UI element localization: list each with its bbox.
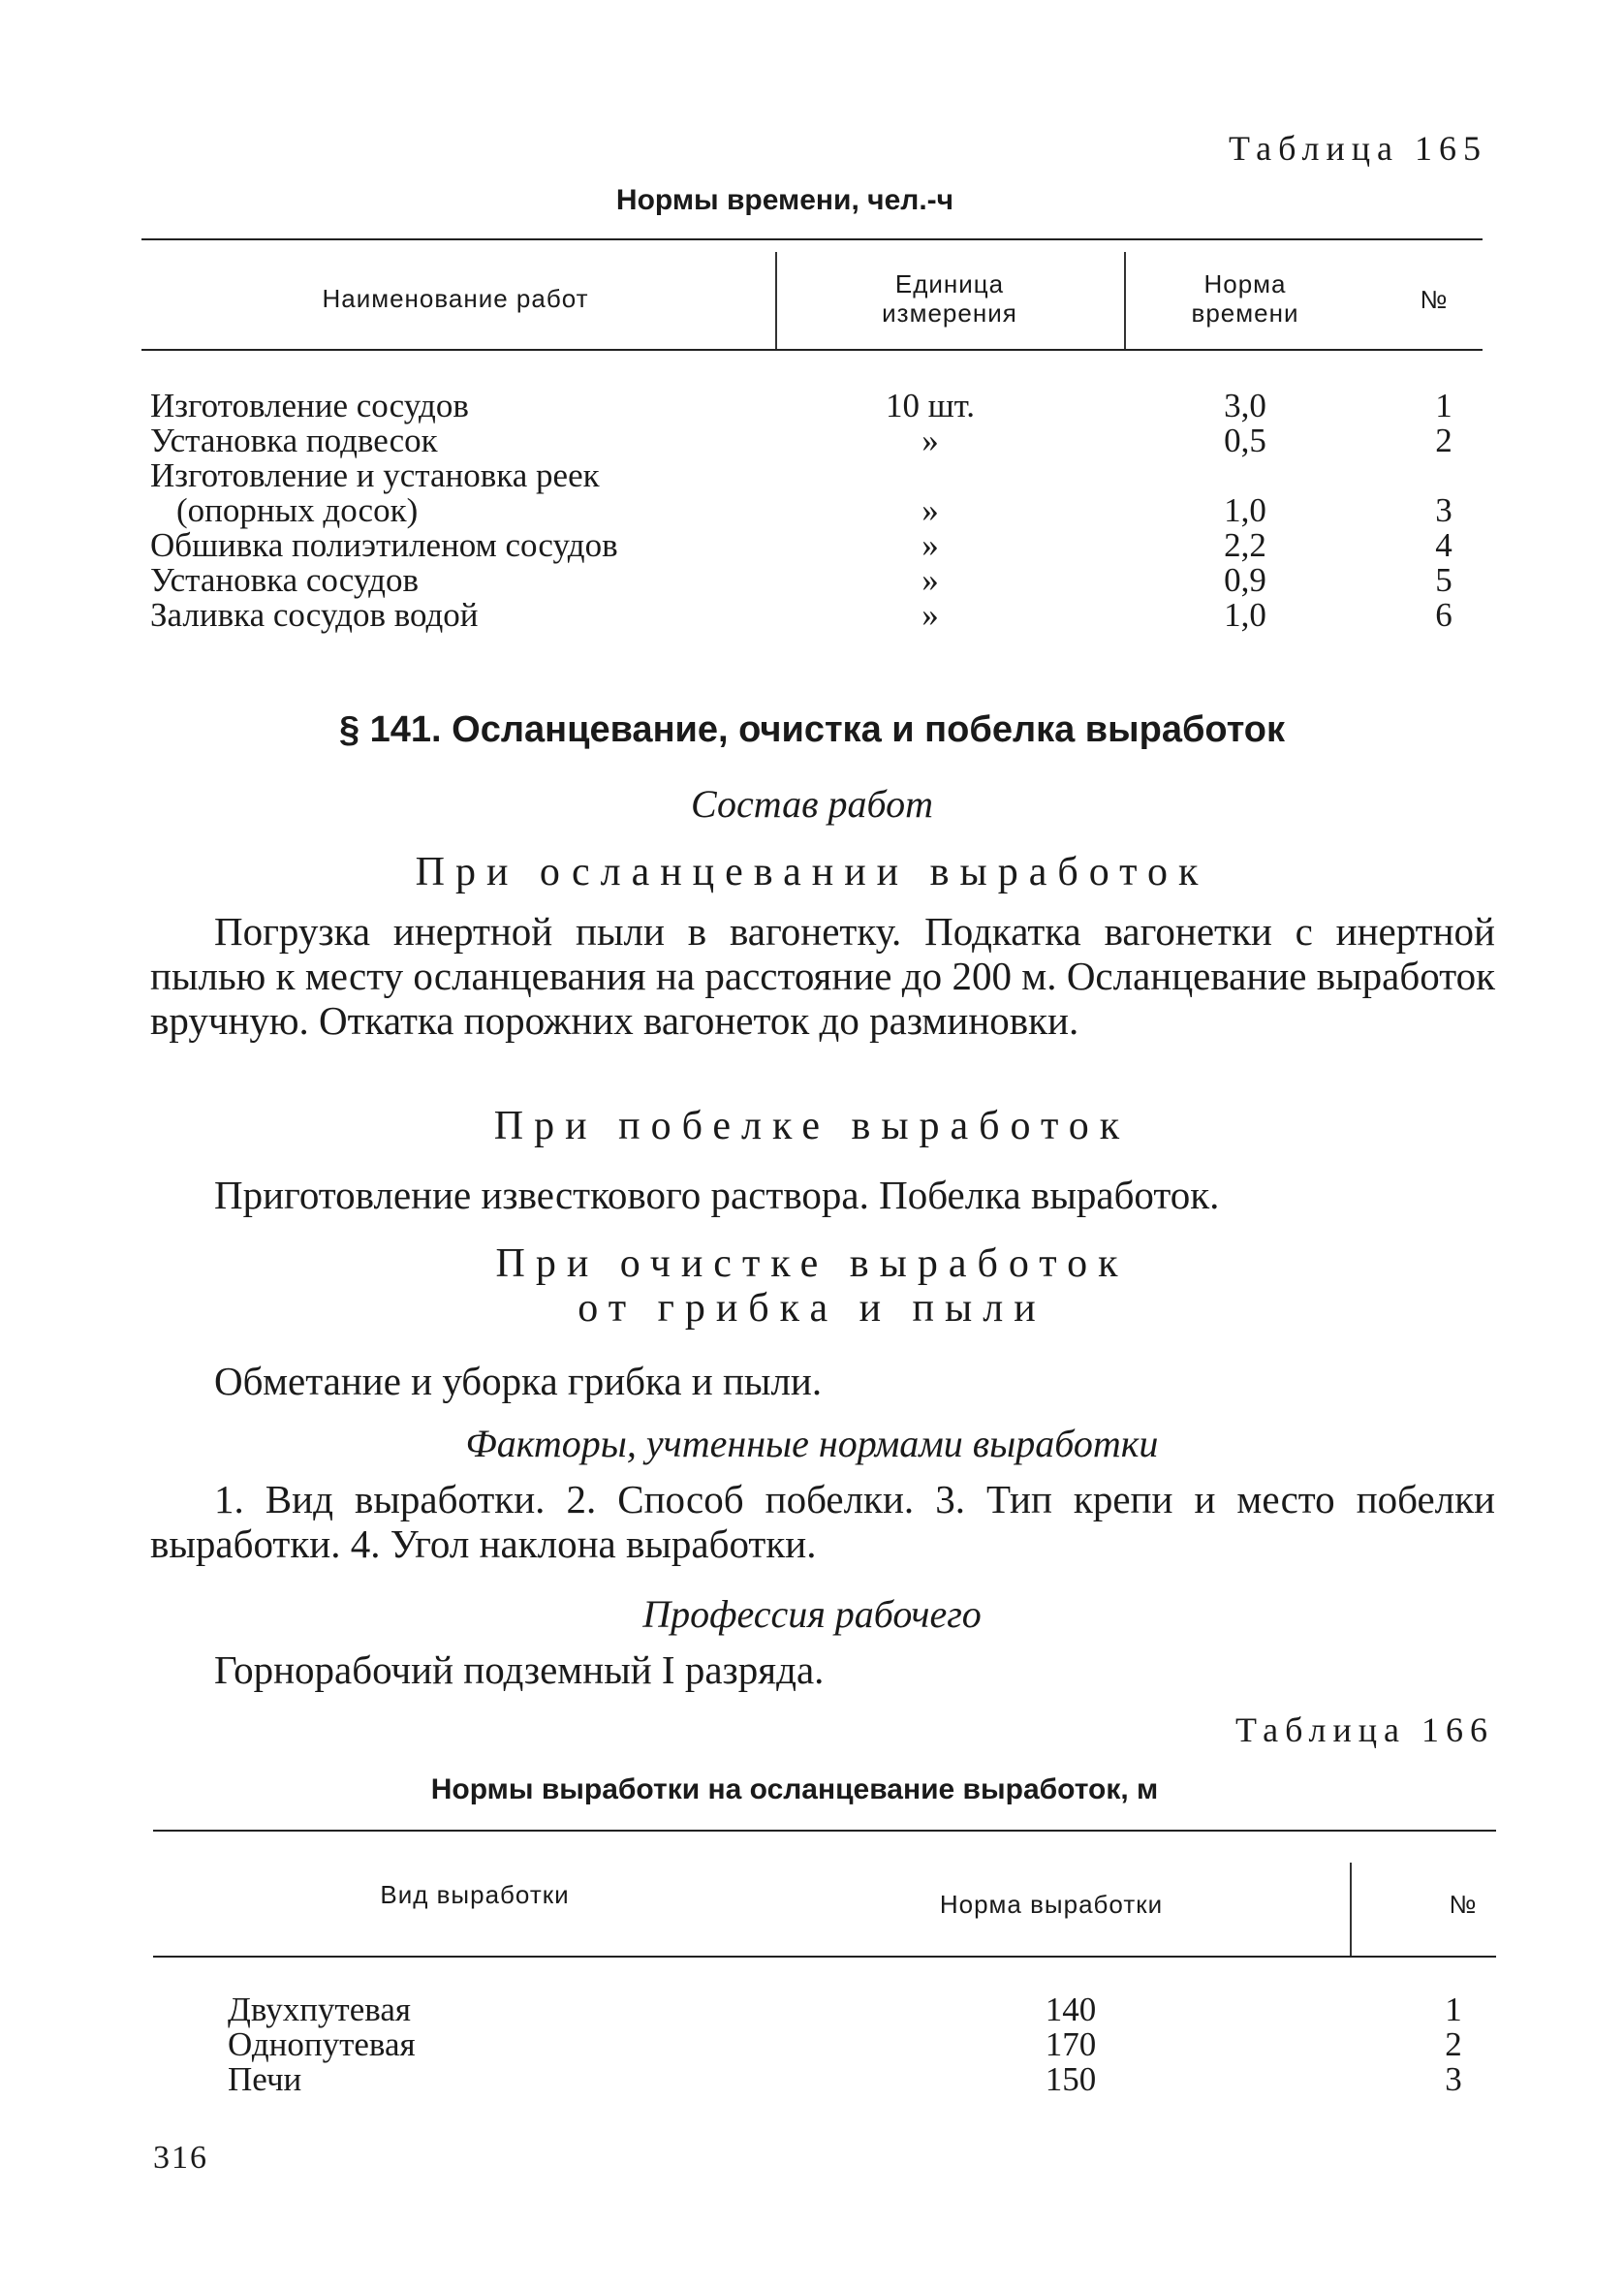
cell-norm: 2,2	[1224, 526, 1266, 564]
cell-unit: »	[921, 422, 939, 459]
table-165-col-divider	[1124, 252, 1126, 349]
cell-unit: »	[921, 596, 939, 634]
cell-num: 1	[1435, 387, 1452, 424]
cell-num: 4	[1435, 526, 1452, 564]
cell-name: Установка подвесок	[150, 422, 438, 459]
table-165-header-rule	[141, 349, 1483, 351]
cell-norm: 140	[1045, 1991, 1097, 2028]
cell-num: 3	[1435, 491, 1452, 529]
cell-num: 6	[1435, 596, 1452, 634]
section-heading: § 141. Осланцевание, очистка и побелка выработок	[338, 709, 1286, 750]
factors-text: 1. Вид выработки. 2. Способ побелки. 3. Тип крепи и место побелки выработки. 4. Угол наклона выработки.	[150, 1477, 1495, 1566]
cell-num: 1	[1445, 1991, 1462, 2028]
cell-norm: 3,0	[1224, 387, 1266, 424]
table-165-col-divider	[775, 252, 777, 349]
sub1-heading: При осланцевании выработок	[415, 850, 1209, 894]
table-165-header-name: Наименование работ	[322, 284, 589, 313]
table-166-header-type: Вид выработки	[380, 1880, 570, 1909]
cell-type: Двухпутевая	[228, 1991, 411, 2028]
cell-unit: »	[921, 561, 939, 599]
profession-text: Горнорабочий подземный I разряда.	[214, 1647, 825, 1692]
table-row	[0, 2027, 1624, 2062]
table-166-top-rule	[153, 1830, 1496, 1832]
sub3-text: Обметание и уборка грибка и пыли.	[214, 1359, 823, 1403]
table-row	[0, 2062, 1624, 2097]
cell-name-continued: (опорных досок)	[176, 491, 419, 529]
sub3-heading-line2: от грибка и пыли	[578, 1286, 1046, 1331]
factors-heading: Факторы, учтенные нормами выработки	[465, 1422, 1159, 1465]
cell-num: 3	[1445, 2060, 1462, 2098]
table-165-header-unit: Единица измерения	[882, 269, 1017, 328]
sub2-heading: При побелке выработок	[493, 1104, 1131, 1148]
cell-name: Изготовление и установка реек	[150, 456, 600, 494]
cell-num: 2	[1435, 422, 1452, 459]
table-row	[0, 598, 1624, 633]
sub3-heading-line1: При очистке выработок	[495, 1241, 1129, 1286]
table-row	[0, 528, 1624, 563]
table-166-caption: Таблица 166	[1235, 1710, 1494, 1749]
table-165-body	[0, 389, 1624, 633]
table-row	[0, 563, 1624, 598]
table-166-header-rule	[153, 1956, 1496, 1958]
cell-name: Установка сосудов	[150, 561, 419, 599]
composition-heading: Состав работ	[691, 782, 933, 826]
table-165-top-rule	[141, 238, 1483, 240]
cell-unit: »	[921, 526, 939, 564]
cell-unit: 10 шт.	[885, 387, 976, 424]
cell-num: 5	[1435, 561, 1452, 599]
table-165-title: Нормы времени, чел.-ч	[615, 184, 954, 216]
profession-heading: Профессия рабочего	[642, 1592, 982, 1636]
cell-num: 2	[1445, 2025, 1462, 2063]
cell-name: Заливка сосудов водой	[150, 596, 479, 634]
table-row	[0, 1992, 1624, 2027]
cell-norm: 0,9	[1224, 561, 1266, 599]
page-number: 316	[153, 2140, 208, 2176]
cell-norm: 1,0	[1224, 491, 1266, 529]
table-row	[0, 458, 1624, 528]
table-166-col-divider	[1350, 1863, 1352, 1956]
cell-type: Печи	[228, 2060, 302, 2098]
cell-name: Изготовление сосудов	[150, 387, 469, 424]
cell-norm: 0,5	[1224, 422, 1266, 459]
cell-type: Однопутевая	[228, 2025, 416, 2063]
cell-norm: 150	[1045, 2060, 1097, 2098]
table-row	[0, 423, 1624, 458]
cell-unit: »	[921, 491, 939, 529]
table-166-header-norm: Норма выработки	[939, 1890, 1164, 1919]
table-165-header-norm: Норма времени	[1191, 269, 1299, 328]
cell-norm: 170	[1045, 2025, 1097, 2063]
table-166-header-num: №	[1449, 1890, 1478, 1919]
sub2-text: Приготовление известкового раствора. Побелка выработок.	[214, 1173, 1220, 1217]
sub1-text: Погрузка инертной пыли в вагонетку. Подкатка вагонетки с инертной пылью к месту осланцевания на расстояние до 200 м. Осланцевание выработок вручную. Откатка порожних вагонеток до разминовки.	[150, 909, 1495, 1043]
table-165-caption: Таблица 165	[1229, 129, 1487, 168]
table-166-body	[0, 1992, 1624, 2097]
table-165-header-num: №	[1420, 285, 1449, 314]
cell-name: Обшивка полиэтиленом сосудов	[150, 526, 618, 564]
table-row	[0, 389, 1624, 423]
cell-norm: 1,0	[1224, 596, 1266, 634]
table-166-title: Нормы выработки на осланцевание выработок, м	[430, 1773, 1159, 1805]
